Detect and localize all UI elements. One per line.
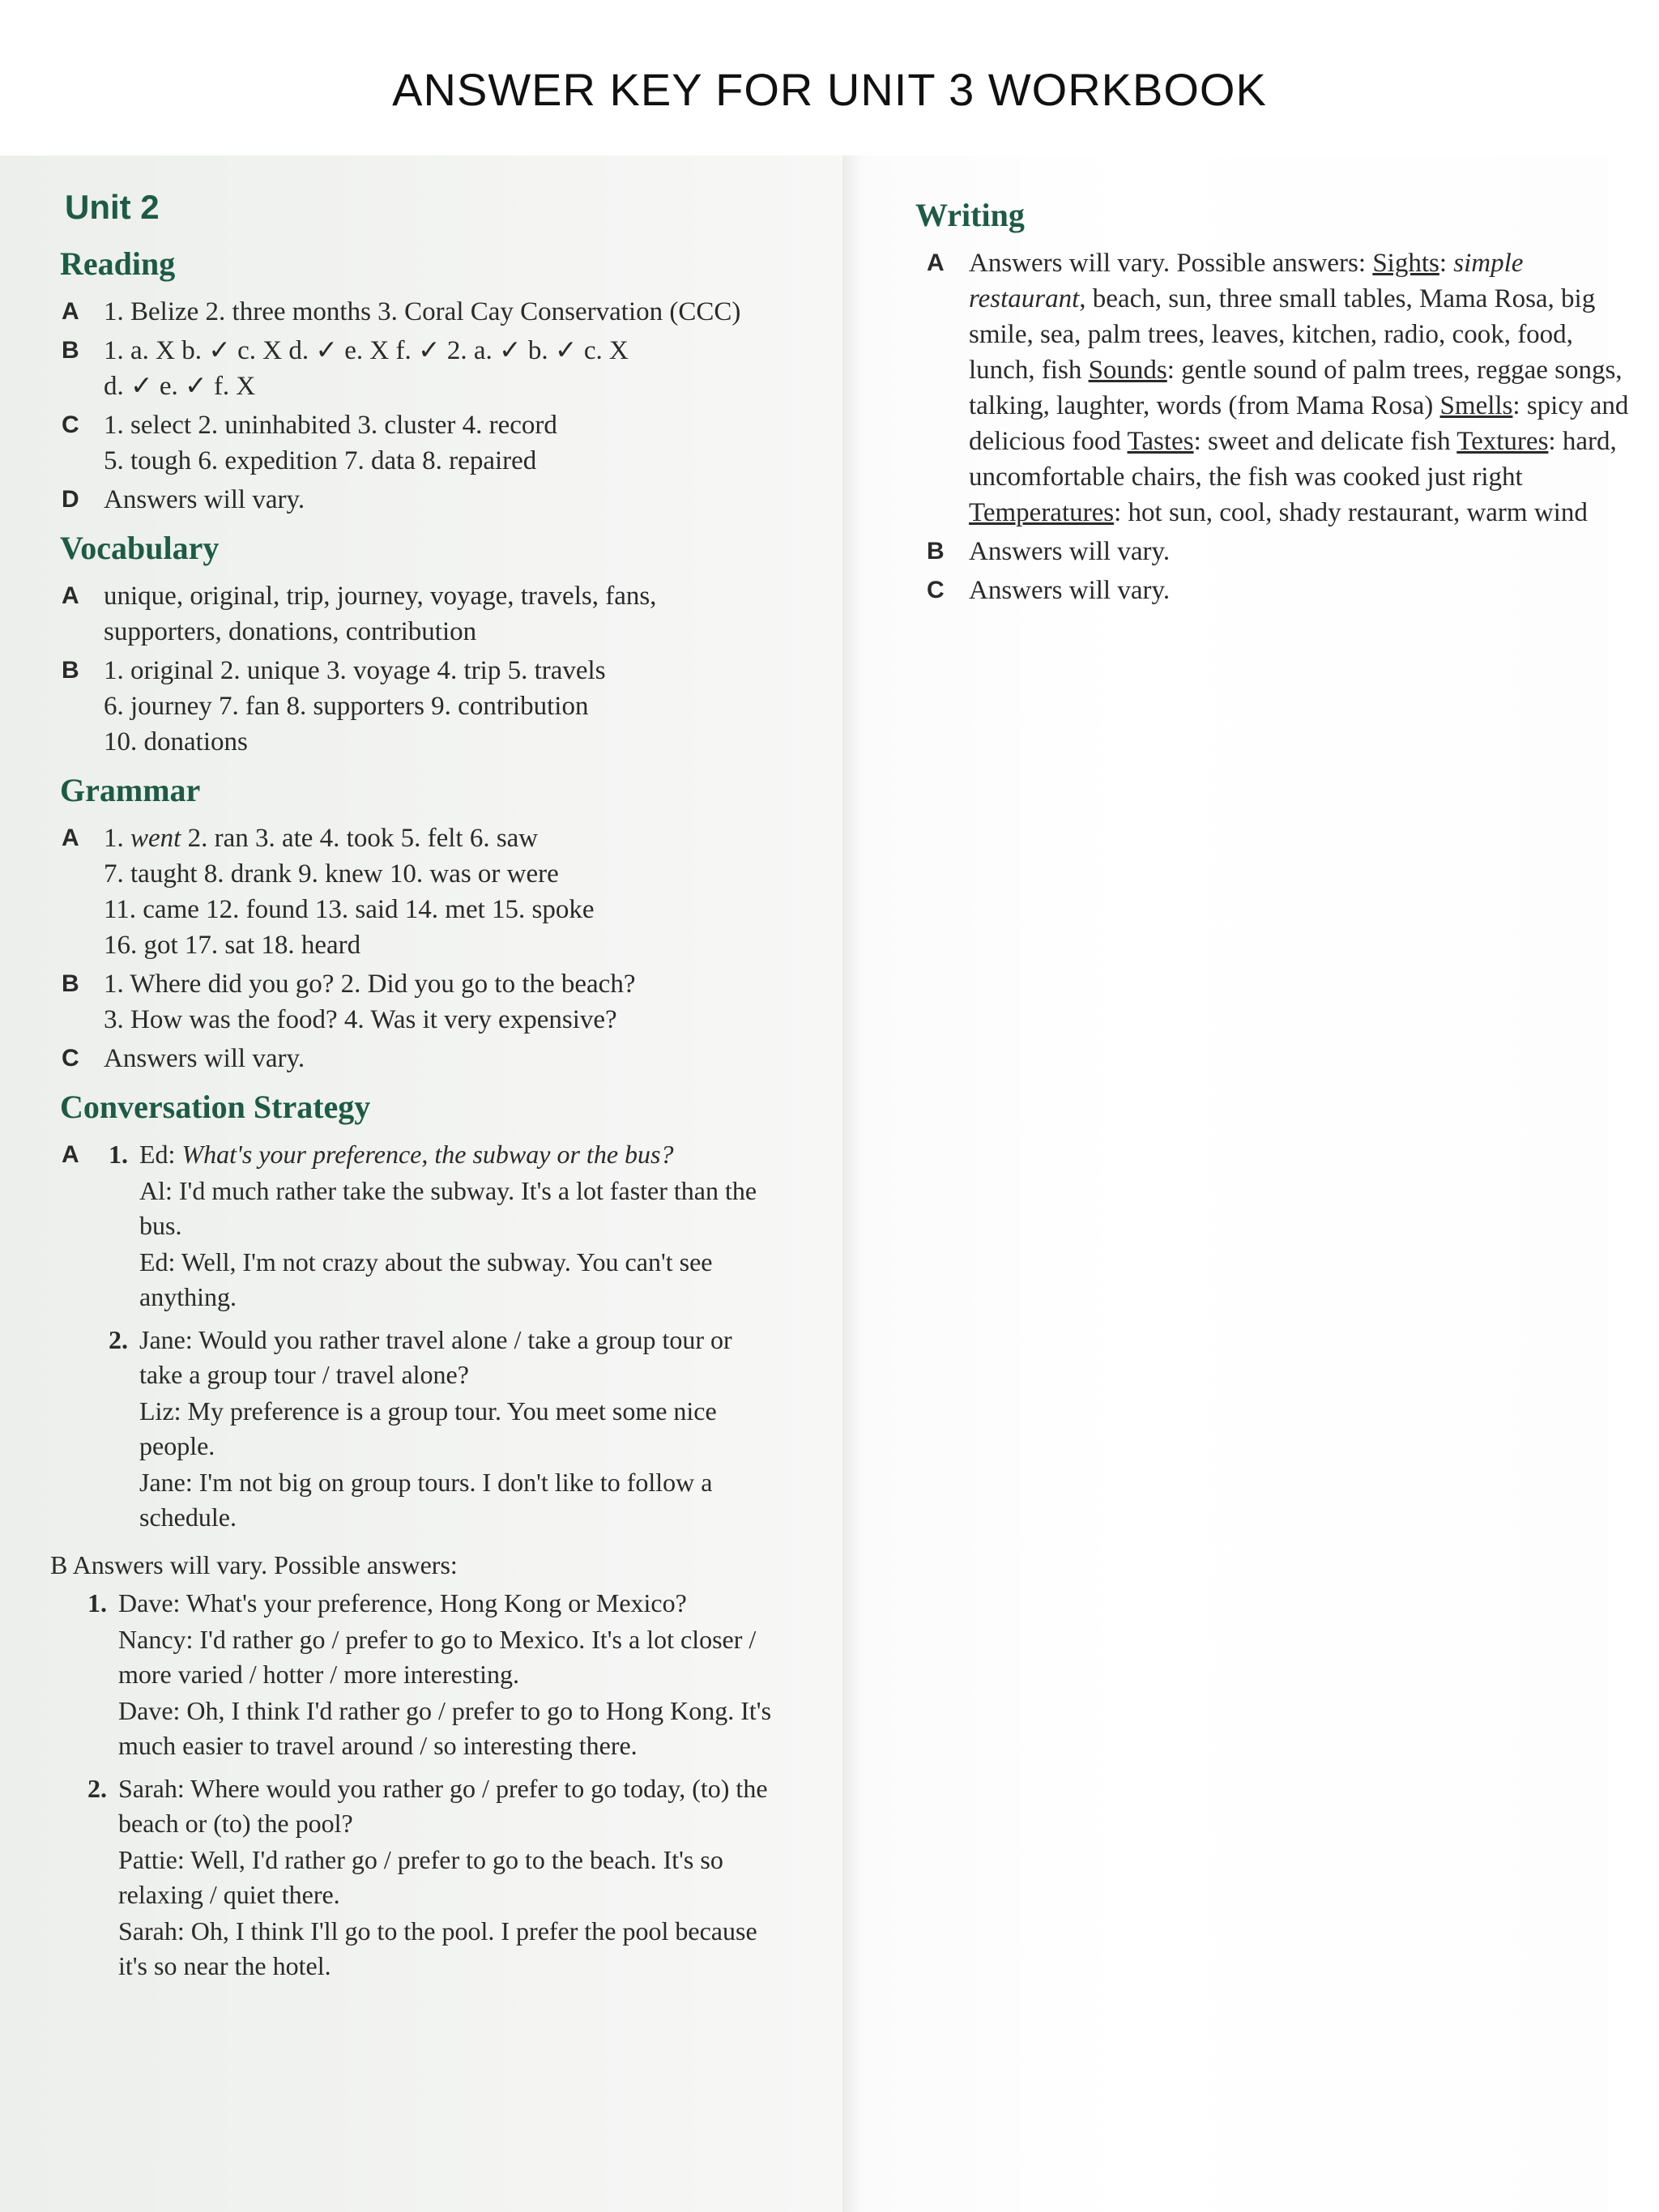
conversation-heading: Conversation Strategy [60, 1089, 371, 1125]
page-fold-shadow [842, 156, 862, 2212]
item-letter: B [62, 657, 79, 684]
dialogue-example: What's your preference, the subway or the bus? [181, 1140, 674, 1169]
writing-c [915, 573, 1636, 608]
grammar-a-num: 1. [104, 824, 124, 853]
tastes-label: Tastes [1127, 427, 1194, 456]
grammar-heading: Grammar [60, 772, 201, 808]
dialogue-speaker: Ed: [139, 1140, 182, 1169]
smells-label: Smells [1439, 391, 1513, 420]
reading-heading: Reading [60, 245, 176, 282]
sounds-label: Sounds [1088, 356, 1167, 385]
dialogue-line: Liz: My preference is a group tour. You meet some nice people. [139, 1396, 717, 1460]
reading-c [50, 407, 779, 479]
textures-label: Textures [1456, 427, 1549, 456]
grammar-a-line4: 16. got 17. sat 18. heard [104, 931, 361, 960]
reading-a [50, 294, 779, 330]
item-letter: C [927, 577, 945, 603]
item-letter: C [62, 1045, 79, 1072]
conversation-b-intro: B Answers will vary. Possible answers: [50, 1550, 458, 1579]
grammar-a [50, 820, 779, 963]
dialogue-line: Nancy: I'd rather go / prefer to go to Mexico. It's a lot closer / more varied / hotter / more interesting. [118, 1625, 757, 1689]
dialogue-line: Jane: I'm not big on group tours. I don't like to follow a schedule. [139, 1468, 713, 1532]
item-letter: A [62, 825, 79, 851]
reading-c-line1: 1. select 2. uninhabited 3. cluster 4. record [104, 411, 557, 440]
grammar-b-line2: 3. How was the food? 4. Was it very expensive? [104, 1005, 617, 1034]
item-letter: A [62, 298, 79, 325]
grammar-a-line3: 11. came 12. found 13. said 14. met 15. spoke [104, 895, 595, 924]
reading-b-line2: d. ✓ e. ✓ f. X [104, 372, 256, 401]
writing-c-text: Answers will vary. [969, 576, 1171, 605]
grammar-c [50, 1041, 779, 1076]
reading-d [50, 482, 779, 518]
dialogue-line: Sarah: Oh, I think I'll go to the pool. I prefer the pool because it's so near the hotel. [118, 1916, 757, 1980]
item-letter: B [62, 337, 79, 364]
item-letter: A [62, 1141, 79, 1168]
grammar-a-rest: 2. ran 3. ate 4. took 5. felt 6. saw [181, 824, 539, 853]
temperatures-label: Temperatures [969, 498, 1115, 527]
sights-label: Sights [1372, 249, 1439, 278]
conversation-b [50, 1586, 779, 1985]
dialogue-line: Pattie: Well, I'd rather go / prefer to go to the beach. It's so relaxing / quiet there. [118, 1845, 723, 1909]
vocabulary-b-line2: 6. journey 7. fan 8. supporters 9. contribution [104, 692, 589, 721]
writing-b [915, 534, 1636, 569]
dialogue-line: Dave: Oh, I think I'd rather go / prefer to go to Hong Kong. It's much easier to travel around / so interesting there. [118, 1696, 772, 1760]
dialogue-line: Al: I'd much rather take the subway. It's a lot faster than the bus. [139, 1176, 757, 1240]
item-letter: A [62, 582, 79, 609]
conversation-b1 [83, 1586, 779, 1765]
dialogue-line: Ed: Well, I'm not crazy about the subway. You can't see anything. [139, 1247, 713, 1311]
vocabulary-a [50, 578, 779, 650]
item-letter: C [62, 411, 79, 438]
conversation-b2 [83, 1771, 779, 1985]
vocabulary-heading: Vocabulary [60, 530, 220, 566]
vocabulary-a-text: unique, original, trip, journey, voyage, travels, fans, supporters, donations, contribution [104, 582, 657, 646]
sights-italic: simple restaurant [969, 249, 1524, 313]
vocabulary-b-line3: 10. donations [104, 727, 248, 757]
writing-heading: Writing [915, 197, 1025, 233]
reading-a-text: 1. Belize 2. three months 3. Coral Cay Conservation (CCC) [104, 297, 741, 326]
item-letter: B [927, 538, 945, 565]
dialogue-number: 2. [87, 1774, 107, 1803]
reading-c-line2: 5. tough 6. expedition 7. data 8. repaired [104, 446, 537, 475]
dialogue-line: Sarah: Where would you rather go / prefer to go today, (to) the beach or (to) the pool? [118, 1774, 768, 1838]
page-title: ANSWER KEY FOR UNIT 3 WORKBOOK [392, 64, 1267, 115]
conversation-a2 [104, 1323, 779, 1536]
dialogue-number: 2. [109, 1325, 128, 1354]
item-letter: B [62, 970, 79, 997]
writing-a [915, 245, 1636, 531]
conversation-a [50, 1137, 779, 1543]
conversation-a1 [104, 1137, 779, 1316]
right-column [915, 185, 1636, 612]
reading-b [50, 333, 779, 404]
dialogue-line [139, 1137, 779, 1172]
grammar-a-line1 [104, 820, 779, 856]
unit-title: Unit 2 [65, 188, 160, 226]
dialogue-number: 1. [109, 1140, 128, 1169]
grammar-a-example: went [130, 824, 181, 853]
vocabulary-b-line1: 1. original 2. unique 3. voyage 4. trip 5. travels [104, 656, 606, 685]
item-letter: D [62, 486, 79, 513]
vocabulary-b [50, 653, 779, 760]
writing-a-text: Answers will vary. Possible answers: Sights: simple restaurant, beach, sun, three small tables, Mama Rosa, big smile, sea, palm trees, leaves, kitchen, radio, cook, food, lunch, fish Sounds: gentle sound of palm trees, reggae songs, talking, laughter, words (from Mama Rosa) Smells: spicy and delicious food Tastes: sweet and delicate fish Textures: hard, uncomfortable chairs, the fish was cooked just right Temperatures: hot sun, cool, shady restaurant, warm wind [969, 249, 1629, 527]
writing-b-text: Answers will vary. [969, 537, 1171, 566]
grammar-c-text: Answers will vary. [104, 1044, 305, 1073]
dialogue-number: 1. [87, 1588, 107, 1617]
grammar-b-line1: 1. Where did you go? 2. Did you go to the beach? [104, 970, 636, 999]
left-column [50, 188, 779, 1992]
grammar-a-line2: 7. taught 8. drank 9. knew 10. was or were [104, 859, 559, 889]
item-letter: A [927, 249, 945, 276]
reading-b-line1: 1. a. X b. ✓ c. X d. ✓ e. X f. ✓ 2. a. ✓ b. ✓ c. X [104, 336, 629, 365]
grammar-b [50, 966, 779, 1038]
dialogue-line: Jane: Would you rather travel alone / take a group tour or take a group tour / travel alone? [139, 1325, 732, 1389]
dialogue-line: Dave: What's your preference, Hong Kong or Mexico? [118, 1588, 687, 1617]
reading-d-text: Answers will vary. [104, 485, 305, 514]
